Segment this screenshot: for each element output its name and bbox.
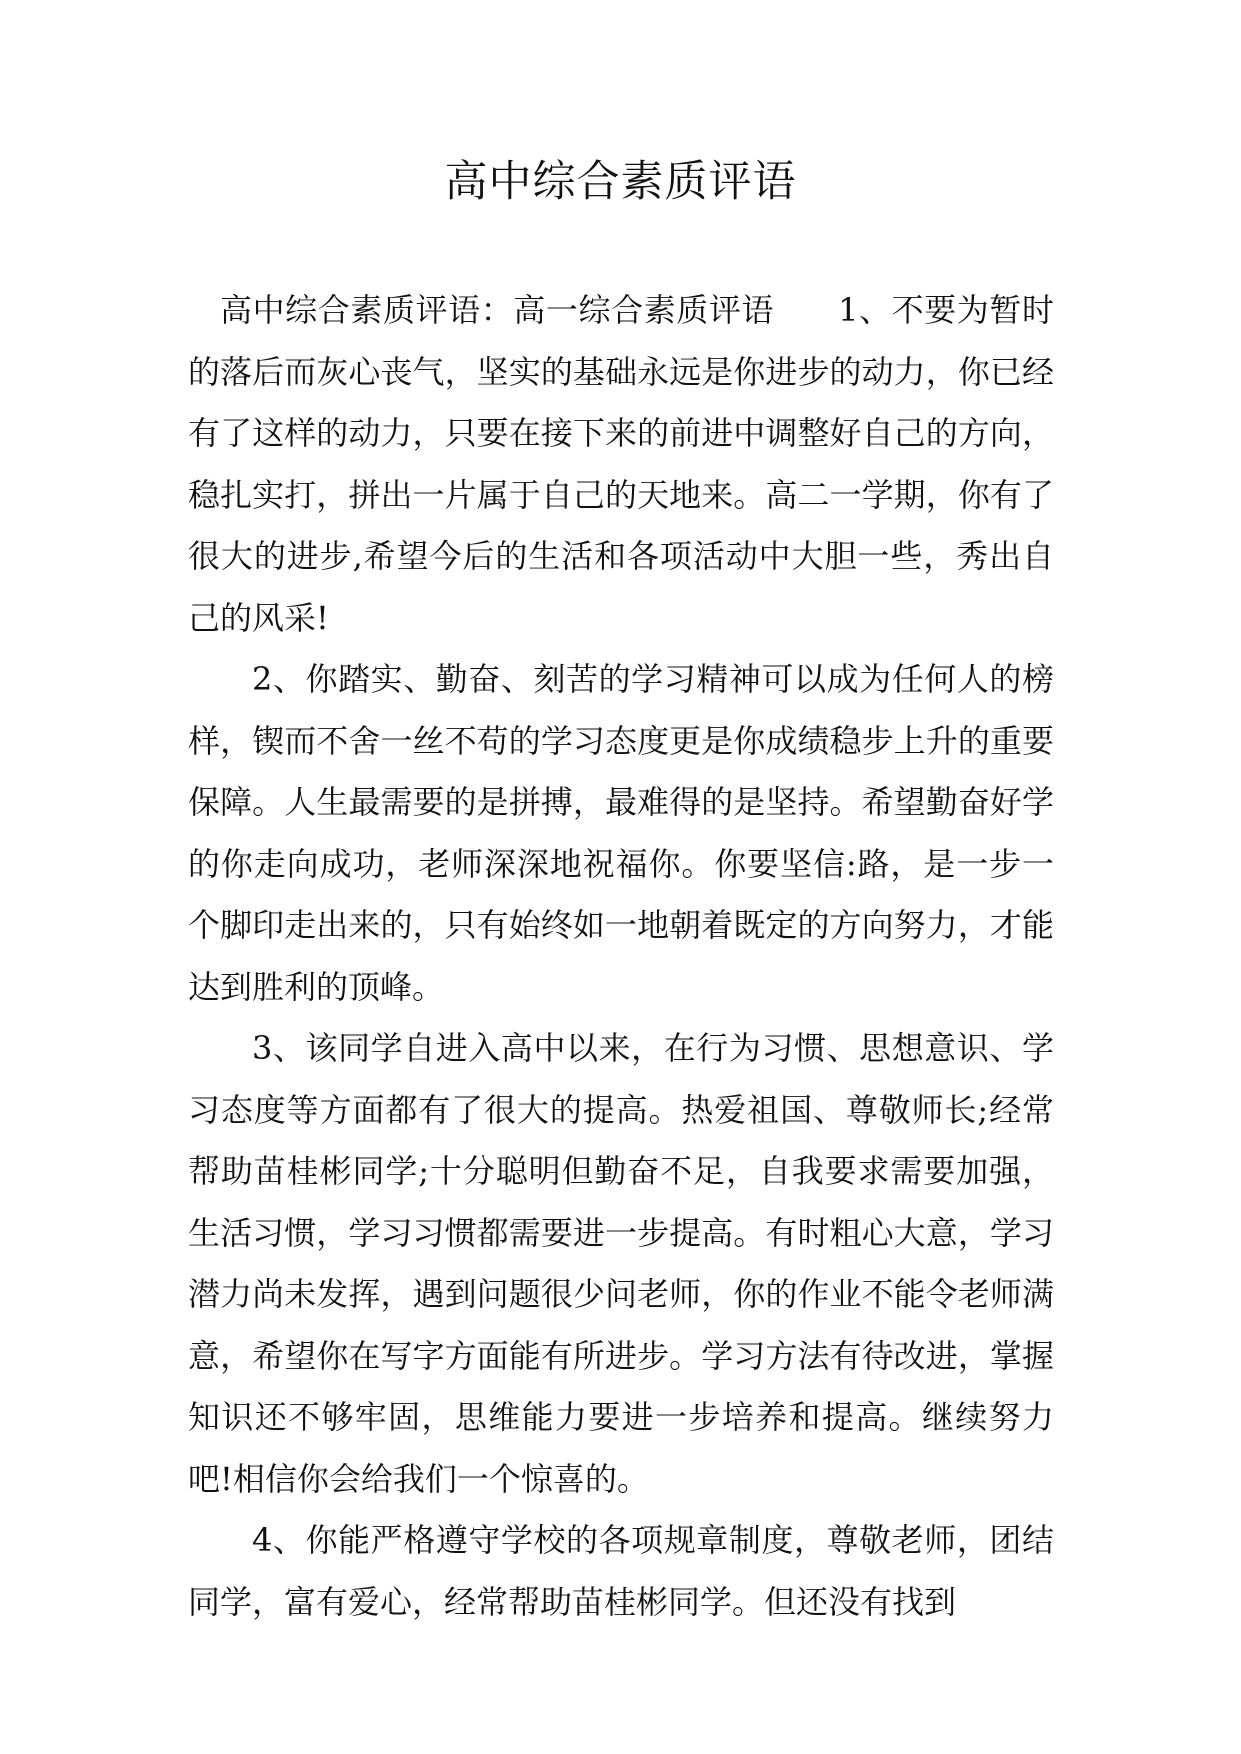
document-body — [188, 280, 1054, 1633]
paragraph-1-text: 1、不要为暂时的落后而灰心丧气，坚实的基础永远是你进步的动力，你已经有了这样的动力，只要在接下来的前进中调整好自己的方向，稳扎实打，拼出一片属于自己的天地来。高二一学期，你有了很大的进步,希望今后的生活和各项活动中大胆一些，秀出自己的风采! — [188, 291, 1054, 637]
paragraph-1 — [188, 280, 1054, 649]
paragraph-2: 2、你踏实、勤奋、刻苦的学习精神可以成为任何人的榜样，锲而不舍一丝不苟的学习态度更是你成绩稳步上升的重要保障。人生最需要的是拼搏，最难得的是坚持。希望勤奋好学的你走向成功，老师深深地祝福你。你要坚信:路，是一步一个脚印走出来的，只有始终如一地朝着既定的方向努力，才能达到胜利的顶峰。 — [188, 660, 1054, 1006]
intro-heading: 高中综合素质评语：高一综合素质评语 — [220, 291, 775, 329]
paragraph-4: 4、你能严格遵守学校的各项规章制度，尊敬老师，团结同学，富有爱心，经常帮助苗桂彬同学。但还没有找到 — [188, 1521, 1054, 1621]
paragraph-3: 3、该同学自进入高中以来，在行为习惯、思想意识、学习态度等方面都有了很大的提高。热爱祖国、尊敬师长;经常帮助苗桂彬同学;十分聪明但勤奋不足，自我要求需要加强，生活习惯，学习习惯都需要进一步提高。有时粗心大意，学习潜力尚未发挥，遇到问题很少问老师，你的作业不能令老师满意，希望你在写字方面能有所进步。学习方法有待改进，掌握知识还不够牢固，思维能力要进一步培养和提高。继续努力吧!相信你会给我们一个惊喜的。 — [188, 1029, 1054, 1498]
document-title: 高中综合素质评语 — [444, 157, 797, 207]
